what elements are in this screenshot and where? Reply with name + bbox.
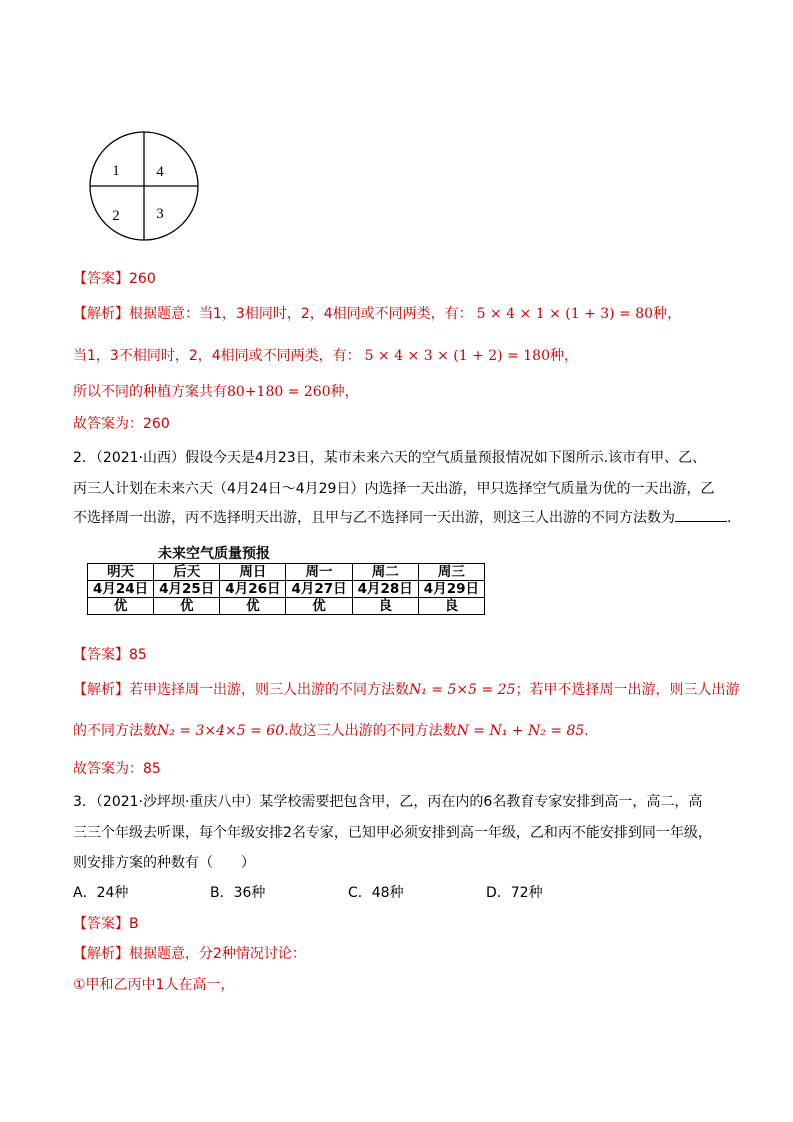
air-quality-table: [87, 563, 485, 615]
analysis-text: 的不同方法数: [73, 723, 157, 739]
q1-answer: [73, 268, 156, 288]
q2-line1: 2．（2021·山西）假设今天是4月23日，某市未来六天的空气质量预报情况如下图所示.该市有甲、乙、: [73, 450, 707, 466]
analysis-text: 根据题意，分2种情况讨论：: [129, 946, 306, 962]
q2-answer: [73, 644, 147, 664]
unit: 种，: [330, 384, 359, 400]
table-cell: 优: [220, 598, 286, 615]
q3-line3: 则安排方案的种数有（ ）: [73, 855, 255, 871]
table-cell: 4月26日: [220, 581, 286, 598]
table-cell: 优: [154, 598, 220, 615]
q1-conclusion: 故答案为：260: [73, 416, 170, 432]
region-label-3: 3: [156, 206, 164, 222]
table-cell: 良: [352, 598, 418, 615]
q2-analysis-line1: [73, 679, 739, 699]
q3-line2: 三三个年级去听课，每个年级安排2名专家，已知甲必须安排到高一年级，乙和丙不能安排到同一年级，: [73, 825, 712, 841]
region-label-2: 2: [112, 208, 120, 224]
formula: N₂ = 3×4×5 = 60: [157, 723, 285, 739]
answer-tag: 【答案】: [73, 647, 129, 663]
q2-line3: [73, 507, 731, 527]
circle-figure: [86, 128, 202, 244]
table-cell: 优: [286, 598, 352, 615]
analysis-end: .: [584, 723, 589, 739]
analysis-text: .故这三人出游的不同方法数: [284, 723, 457, 739]
region-label-4: 4: [156, 164, 164, 180]
table-cell: 周三: [418, 564, 484, 581]
analysis-text: 根据题意：当1，3相同时，2，4相同或不同两类，有：: [129, 306, 473, 322]
q3-case1: ①甲和乙丙中1人在高一，: [73, 977, 235, 993]
q3-line1: 3．（2021·沙坪坝·重庆八中）某学校需要把包含甲，乙，丙在内的6名教育专家安排到高一，高二，高: [73, 794, 703, 810]
formula: 5 × 4 × 1 × (1 + 3) = 80: [476, 306, 654, 322]
table-cell: 明天: [88, 564, 154, 581]
analysis-tag: 【解析】: [73, 306, 129, 322]
q3-answer: [73, 913, 139, 933]
table-cell: 4月29日: [418, 581, 484, 598]
formula: 5 × 4 × 3 × (1 + 2) = 180: [364, 348, 550, 364]
table-cell: 良: [418, 598, 484, 615]
unit: 种，: [549, 348, 578, 364]
q2-line3-text: 不选择周一出游，丙不选择明天出游，且甲与乙不选择同一天出游，则这三人出游的不同方法数为: [73, 510, 675, 526]
option-d: D．72种: [486, 885, 543, 901]
formula: N₁ = 5×5 = 25: [409, 682, 516, 698]
option-b: B．36种: [210, 885, 266, 901]
answer-tag: 【答案】: [73, 271, 129, 287]
table-cell: 4月27日: [286, 581, 352, 598]
option-c: C．48种: [348, 885, 404, 901]
analysis-tag: 【解析】: [73, 682, 129, 698]
table-cell: 4月28日: [352, 581, 418, 598]
q1-analysis-line1: [73, 303, 681, 323]
table-cell: 优: [88, 598, 154, 615]
answer-value: B: [129, 916, 139, 932]
table-cell: 4月25日: [154, 581, 220, 598]
q2-line2: 丙三人计划在未来六天（4月24日～4月29日）内选择一天出游，甲只选择空气质量为优的一天出游，乙: [73, 481, 715, 497]
answer-value: 260: [129, 271, 156, 287]
q3-analysis: [73, 943, 306, 963]
table-row-days: [88, 564, 485, 581]
table-cell: 后天: [154, 564, 220, 581]
q1-analysis-line2: [73, 345, 578, 365]
answer-value: 85: [129, 647, 147, 663]
q2-analysis-line2: [73, 720, 589, 740]
analysis-text: ；若甲不选择周一出游，则三人出游: [515, 682, 740, 698]
unit: 种，: [653, 306, 682, 322]
table-cell: 周二: [352, 564, 418, 581]
formula: N = N₁ + N₂ = 85: [456, 723, 585, 739]
region-label-1: 1: [112, 163, 120, 179]
answer-tag: 【答案】: [73, 916, 129, 932]
analysis-text: 当1，3不相同时，2，4相同或不同两类，有：: [73, 348, 361, 364]
answer-blank: [675, 507, 727, 522]
table-cell: 4月24日: [88, 581, 154, 598]
q1-analysis-line3: [73, 381, 359, 401]
table-cell: 周日: [220, 564, 286, 581]
analysis-text: 若甲选择周一出游，则三人出游的不同方法数: [129, 682, 409, 698]
q2-line3-end: .: [727, 510, 732, 526]
table-row-dates: [88, 581, 485, 598]
analysis-tag: 【解析】: [73, 946, 129, 962]
q2-conclusion: 故答案为：85: [73, 761, 161, 777]
table-title: 未来空气质量预报: [158, 546, 270, 562]
table-row-quality: [88, 598, 485, 615]
analysis-text: 所以不同的种植方案共有: [73, 384, 227, 400]
table-cell: 周一: [286, 564, 352, 581]
formula: 80+180 = 260: [227, 384, 331, 400]
option-a: A．24种: [73, 885, 129, 901]
